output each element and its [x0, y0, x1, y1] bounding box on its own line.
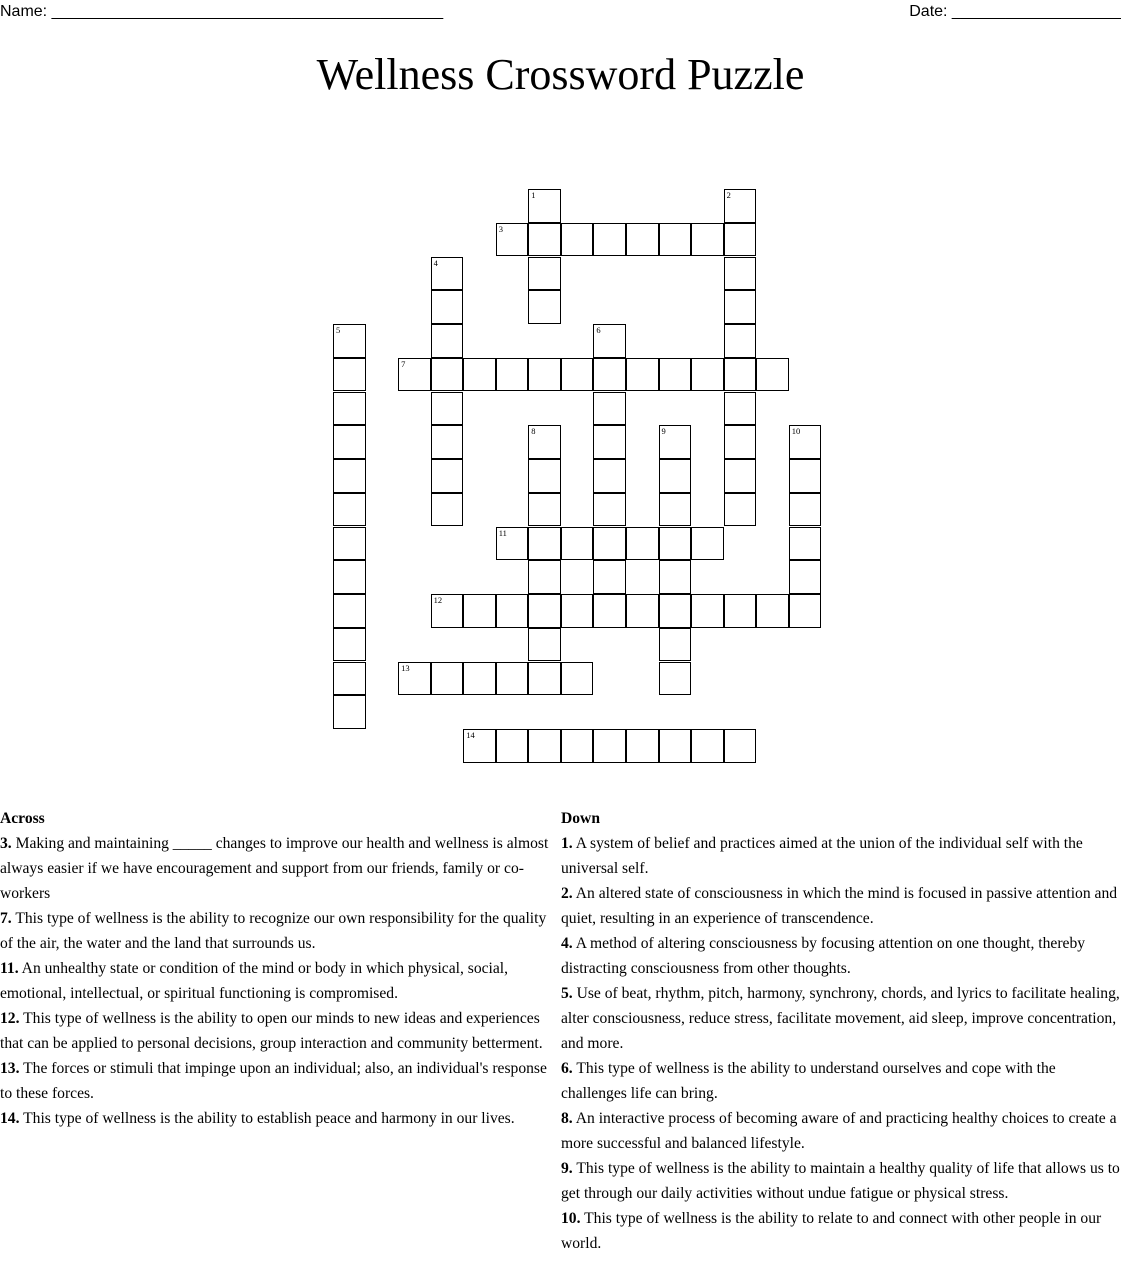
grid-cell[interactable] — [431, 392, 464, 426]
grid-cell[interactable] — [431, 662, 464, 696]
clue — [561, 831, 1121, 881]
clue-number: 1. — [561, 835, 573, 852]
grid-cell[interactable] — [398, 358, 431, 392]
grid-cell[interactable] — [724, 459, 757, 493]
clue-text: This type of wellness is the ability to recognize our own responsibility for the quality of the air, the water and the land that surrounds us. — [0, 910, 547, 952]
name-field[interactable]: Name: ____________________________________________ — [0, 3, 444, 20]
clue-number: 7 — [401, 358, 406, 369]
grid-cell[interactable] — [756, 594, 789, 628]
grid-cell[interactable] — [333, 628, 366, 662]
grid-cell[interactable] — [528, 527, 561, 561]
clue — [0, 1056, 558, 1106]
grid-cell[interactable] — [561, 358, 594, 392]
grid-cell[interactable] — [593, 358, 626, 392]
grid-cell[interactable] — [789, 560, 822, 594]
clue-number: 8. — [561, 1110, 573, 1127]
grid-cell[interactable] — [528, 628, 561, 662]
clue-number: 12. — [0, 1010, 20, 1027]
grid-cell[interactable] — [431, 493, 464, 527]
grid-cell[interactable] — [463, 729, 496, 763]
grid-cell[interactable] — [431, 459, 464, 493]
grid-cell[interactable] — [333, 392, 366, 426]
clue-number: 14 — [466, 730, 475, 740]
clue-number: 9 — [661, 426, 666, 437]
down-clue-list — [561, 831, 1121, 1256]
clue-number: 6. — [561, 1060, 573, 1077]
grid-cell[interactable] — [593, 527, 626, 561]
grid-cell[interactable] — [724, 223, 757, 257]
grid-cell[interactable] — [333, 695, 366, 729]
grid-cell[interactable] — [463, 358, 496, 392]
clue-number: 13 — [401, 662, 410, 673]
grid-cell[interactable] — [593, 594, 626, 628]
grid-cell[interactable] — [724, 257, 757, 291]
clue-number: 5 — [336, 325, 341, 335]
clue — [561, 1206, 1121, 1256]
clue-number: 11 — [498, 527, 507, 538]
grid-cell[interactable] — [724, 493, 757, 527]
grid-cell[interactable] — [659, 594, 692, 628]
clue — [0, 956, 558, 1006]
clue-number: 7. — [0, 910, 12, 927]
grid-cell[interactable] — [593, 425, 626, 459]
grid-cell[interactable] — [691, 594, 724, 628]
grid-cell[interactable] — [528, 729, 561, 763]
clue-number: 8 — [531, 426, 536, 437]
grid-cell[interactable] — [659, 223, 692, 257]
grid-cell[interactable] — [561, 223, 594, 257]
grid-cell[interactable] — [431, 257, 464, 291]
clue-text: A method of altering consciousness by focusing attention on one thought, thereby distracting consciousness from other thoughts. — [561, 935, 1086, 977]
grid-cell[interactable] — [561, 594, 594, 628]
grid-cell[interactable] — [333, 527, 366, 561]
grid-cell[interactable] — [431, 425, 464, 459]
grid-cell[interactable] — [626, 358, 659, 392]
grid-cell[interactable] — [528, 425, 561, 459]
clue-number: 3. — [0, 835, 12, 852]
clue-text: An altered state of consciousness in which the mind is focused in passive attention and quiet, resulting in an experience of transcendence. — [561, 885, 1118, 927]
clue — [561, 981, 1121, 1056]
grid-cell[interactable] — [789, 493, 822, 527]
grid-cell[interactable] — [333, 459, 366, 493]
grid-cell[interactable] — [333, 662, 366, 696]
clue-number: 5. — [561, 985, 573, 1002]
grid-cell[interactable] — [593, 324, 626, 358]
grid-cell[interactable] — [528, 358, 561, 392]
grid-cell[interactable] — [593, 560, 626, 594]
grid-cell[interactable] — [431, 594, 464, 628]
grid-cell[interactable] — [789, 459, 822, 493]
grid-cell[interactable] — [659, 560, 692, 594]
grid-cell[interactable] — [528, 257, 561, 291]
clue-text: This type of wellness is the ability to open our minds to new ideas and experiences that can be applied to personal decisions, group interaction and community betterment. — [0, 1010, 543, 1052]
clue-text: A system of belief and practices aimed at the union of the individual self with the universal self. — [561, 835, 1083, 877]
clue — [0, 831, 558, 906]
clue-number: 10. — [561, 1210, 581, 1227]
grid-cell[interactable] — [431, 290, 464, 324]
grid-cell[interactable] — [463, 662, 496, 696]
grid-cell[interactable] — [626, 729, 659, 763]
clue-number: 3 — [498, 223, 503, 234]
grid-cell[interactable] — [333, 493, 366, 527]
grid-cell[interactable] — [463, 594, 496, 628]
grid-cell[interactable] — [496, 358, 529, 392]
grid-cell[interactable] — [528, 493, 561, 527]
clue-text: This type of wellness is the ability to understand ourselves and cope with the challenges life can bring. — [561, 1060, 1056, 1102]
clue-number: 2 — [726, 190, 731, 200]
clue-text: This type of wellness is the ability to establish peace and harmony in our lives. — [19, 1110, 515, 1127]
grid-cell[interactable] — [724, 425, 757, 459]
grid-cell[interactable] — [496, 662, 529, 696]
grid-cell[interactable] — [724, 392, 757, 426]
grid-cell[interactable] — [626, 594, 659, 628]
clue-text: An unhealthy state or condition of the mind or body in which physical, social, emotional, intellectual, or spiritual functioning is compromised. — [0, 960, 509, 1002]
grid-cell[interactable] — [593, 392, 626, 426]
grid-cell[interactable] — [659, 527, 692, 561]
clue-number: 12 — [433, 595, 443, 605]
clue-number: 11. — [0, 960, 19, 977]
clue-text: The forces or stimuli that impinge upon an individual; also, an individual's response to these forces. — [0, 1060, 547, 1102]
down-heading: Down — [561, 810, 600, 827]
grid-cell[interactable] — [528, 189, 561, 223]
grid-cell[interactable] — [593, 493, 626, 527]
grid-cell[interactable] — [659, 662, 692, 696]
clue — [561, 1056, 1121, 1106]
clue — [0, 906, 558, 956]
grid-cell[interactable] — [528, 594, 561, 628]
grid-cell[interactable] — [691, 223, 724, 257]
down-clues — [561, 806, 1121, 1256]
grid-cell[interactable] — [659, 459, 692, 493]
clue — [0, 1106, 558, 1131]
grid-cell[interactable] — [496, 729, 529, 763]
clue — [561, 1106, 1121, 1156]
clue-number: 6 — [596, 325, 601, 335]
grid-cell[interactable] — [724, 594, 757, 628]
grid-cell[interactable] — [659, 493, 692, 527]
grid-cell[interactable] — [561, 729, 594, 763]
grid-cell[interactable] — [496, 594, 529, 628]
grid-cell[interactable] — [724, 189, 757, 223]
across-clues — [0, 806, 558, 1131]
across-clue-list — [0, 831, 558, 1131]
grid-cell[interactable] — [724, 324, 757, 358]
grid-cell[interactable] — [333, 425, 366, 459]
grid-cell[interactable] — [691, 527, 724, 561]
grid-cell[interactable] — [528, 560, 561, 594]
grid-cell[interactable] — [398, 662, 431, 696]
grid-cell[interactable] — [496, 527, 529, 561]
grid-cell[interactable] — [724, 290, 757, 324]
clue-number: 4. — [561, 935, 573, 952]
clue — [561, 931, 1121, 981]
grid-cell[interactable] — [626, 223, 659, 257]
clue-text: This type of wellness is the ability to maintain a healthy quality of life that allows us to get through our daily activities without undue fatigue or physical stress. — [561, 1160, 1120, 1202]
across-heading: Across — [0, 810, 45, 827]
grid-cell[interactable] — [528, 290, 561, 324]
page-title: Wellness Crossword Puzzle — [316, 50, 805, 99]
date-field[interactable]: Date: ___________________ — [909, 3, 1121, 20]
clue-number: 1 — [531, 190, 536, 200]
grid-cell[interactable] — [333, 594, 366, 628]
clue-number: 13. — [0, 1060, 20, 1077]
grid-cell[interactable] — [561, 662, 594, 696]
grid-cell[interactable] — [528, 459, 561, 493]
grid-cell[interactable] — [496, 223, 529, 257]
clue-text: This type of wellness is the ability to relate to and connect with other people in our world. — [561, 1210, 1102, 1252]
clue-number: 2. — [561, 885, 573, 902]
grid-cell[interactable] — [528, 223, 561, 257]
clue-number: 4 — [433, 257, 438, 268]
grid-cell[interactable] — [659, 425, 692, 459]
grid-cell[interactable] — [626, 527, 659, 561]
clue-number: 9. — [561, 1160, 573, 1177]
grid-cell[interactable] — [431, 358, 464, 392]
grid-cell[interactable] — [659, 628, 692, 662]
grid-cell[interactable] — [593, 223, 626, 257]
clue-text: Making and maintaining _____ changes to improve our health and wellness is almost always easier if we have encouragement and support from our friends, family or co-workers — [0, 835, 549, 902]
clue-number: 10 — [791, 426, 801, 437]
grid-cell[interactable] — [431, 324, 464, 358]
grid-cell[interactable] — [333, 358, 366, 392]
grid-cell[interactable] — [593, 729, 626, 763]
grid-cell[interactable] — [561, 527, 594, 561]
clue-number: 14. — [0, 1110, 20, 1127]
clue — [0, 1006, 558, 1056]
grid-cell[interactable] — [659, 358, 692, 392]
grid-cell[interactable] — [724, 729, 757, 763]
clue-text: Use of beat, rhythm, pitch, harmony, synchrony, chords, and lyrics to facilitate healing, alter consciousness, reduce stress, facilitate movement, aid sleep, improve concentration, and more. — [561, 985, 1120, 1052]
grid-cell[interactable] — [333, 560, 366, 594]
grid-cell[interactable] — [659, 729, 692, 763]
grid-cell[interactable] — [691, 358, 724, 392]
grid-cell[interactable] — [333, 324, 366, 358]
clue — [561, 881, 1121, 931]
grid-cell[interactable] — [724, 358, 757, 392]
clue-text: An interactive process of becoming aware of and practicing healthy choices to create a more successful and balanced lifestyle. — [561, 1110, 1117, 1152]
grid-cell[interactable] — [528, 662, 561, 696]
grid-cell[interactable] — [789, 527, 822, 561]
clue — [561, 1156, 1121, 1206]
grid-cell[interactable] — [593, 459, 626, 493]
grid-cell[interactable] — [756, 358, 789, 392]
grid-cell[interactable] — [691, 729, 724, 763]
grid-cell[interactable] — [789, 594, 822, 628]
grid-cell[interactable] — [789, 425, 822, 459]
